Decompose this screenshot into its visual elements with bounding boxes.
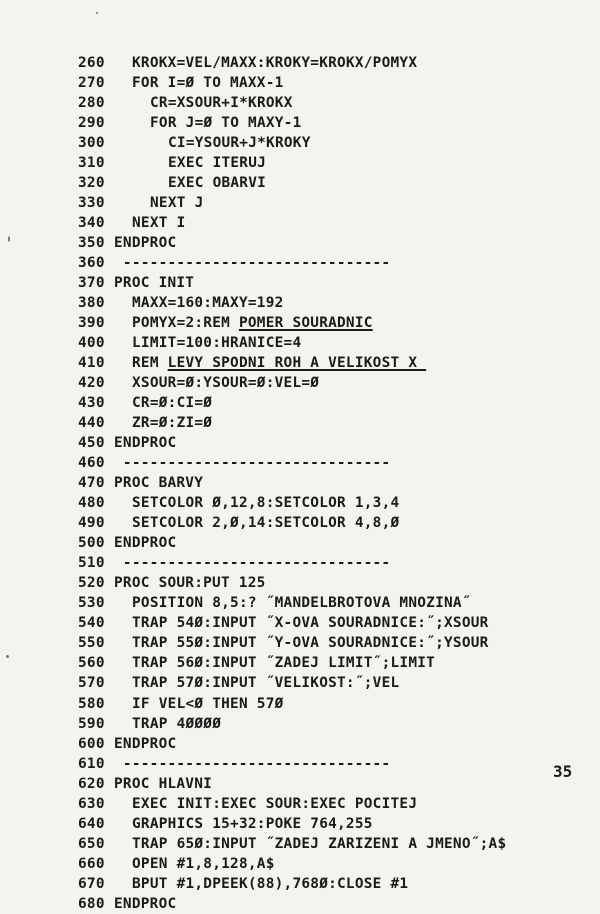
- code-line: [78, 153, 578, 173]
- statement-text: ------------------------------: [114, 255, 391, 272]
- code-text: [114, 275, 194, 291]
- code-line: [78, 794, 578, 814]
- statement-text: OPEN #1,8,128,A$: [132, 855, 275, 872]
- code-line: [78, 633, 578, 653]
- line-number: 400: [78, 335, 105, 352]
- code-line: [78, 834, 578, 854]
- code-text: [168, 175, 266, 191]
- statement-text: REM: [132, 355, 168, 372]
- line-number: 340: [78, 215, 105, 232]
- code-text: [132, 395, 212, 411]
- code-text: [114, 455, 390, 471]
- line-number: 470: [78, 475, 105, 492]
- line-number: 260: [78, 55, 105, 71]
- code-line: [78, 493, 578, 513]
- code-line: [78, 533, 578, 553]
- line-number: 560: [78, 655, 105, 672]
- code-text: [132, 856, 275, 872]
- code-line: [78, 894, 578, 914]
- line-number: 370: [78, 275, 105, 292]
- code-text: [132, 375, 319, 391]
- statement-text: ------------------------------: [114, 555, 391, 572]
- statement-text: ENDPROC: [114, 735, 177, 752]
- code-line: [78, 513, 578, 533]
- line-number: 520: [78, 575, 105, 592]
- remark-underlined: POMER SOURADNIC: [238, 315, 373, 332]
- statement-text: PROC SOUR:PUT 125: [114, 575, 266, 592]
- code-text: [132, 716, 221, 732]
- code-line: [78, 173, 578, 193]
- line-number: 530: [78, 595, 105, 612]
- code-line: [78, 473, 578, 493]
- code-text: [132, 215, 185, 231]
- code-line: [78, 694, 578, 714]
- line-number: 630: [78, 795, 105, 812]
- statement-text: MAXX=160:MAXY=192: [132, 295, 284, 312]
- statement-text: KROKX=VEL/MAXX:KROKY=KROKX/POMYX: [132, 55, 418, 71]
- code-text: [132, 615, 489, 631]
- line-number: 500: [78, 535, 105, 552]
- code-line: [78, 333, 578, 353]
- code-text: [132, 415, 212, 431]
- code-text: [114, 475, 203, 491]
- code-text: [132, 876, 408, 892]
- code-text: [168, 135, 311, 151]
- code-text: [132, 635, 489, 651]
- statement-text: EXEC OBARVI: [168, 175, 267, 192]
- statement-text: TRAP 65Ø:INPUT ˝ZADEJ ZARIZENI A JMENO˝;A$: [132, 835, 507, 852]
- page-number: 35: [553, 762, 573, 781]
- statement-text: POMYX=2:REM: [132, 315, 239, 332]
- statement-text: GRAPHICS 15+32:POKE 764,255: [132, 815, 373, 832]
- code-line: [78, 653, 578, 673]
- code-line: [78, 593, 578, 613]
- code-text: [132, 675, 399, 691]
- line-number: 460: [78, 455, 105, 472]
- statement-text: TRAP 55Ø:INPUT ˝Y-OVA SOURADNICE:˝;YSOUR: [132, 635, 489, 652]
- statement-text: IF VEL<Ø THEN 57Ø: [132, 695, 284, 712]
- line-number: 480: [78, 495, 105, 512]
- code-text: [132, 495, 399, 511]
- scan-speck: [96, 12, 98, 14]
- statement-text: ------------------------------: [114, 755, 391, 772]
- code-text: [132, 55, 417, 71]
- code-line: [78, 553, 578, 573]
- statement-text: ------------------------------: [114, 455, 391, 472]
- code-line: [78, 734, 578, 754]
- code-line: [78, 293, 578, 313]
- statement-text: PROC INIT: [114, 275, 195, 292]
- code-line: [78, 433, 578, 453]
- code-line: [78, 774, 578, 794]
- code-text: [132, 295, 284, 311]
- line-number: 440: [78, 415, 105, 432]
- line-number: 600: [78, 735, 105, 752]
- statement-text: CR=XSOUR+I*KROKX: [150, 95, 293, 112]
- code-line: [78, 373, 578, 393]
- line-number: 320: [78, 175, 105, 192]
- line-number: 300: [78, 135, 105, 152]
- statement-text: TRAP 56Ø:INPUT ˝ZADEJ LIMIT˝;LIMIT: [132, 655, 436, 672]
- code-text: [132, 796, 417, 812]
- code-text: [132, 515, 399, 531]
- code-line: [78, 854, 578, 874]
- scan-speck: [8, 236, 10, 242]
- line-number: 290: [78, 115, 105, 132]
- line-number: 670: [78, 875, 105, 892]
- statement-text: EXEC INIT:EXEC SOUR:EXEC POCITEJ: [132, 795, 418, 812]
- code-text: [114, 555, 390, 571]
- statement-text: ENDPROC: [114, 895, 177, 912]
- code-text: [114, 435, 176, 451]
- statement-text: TRAP 4ØØØØ: [132, 715, 222, 732]
- code-line: [78, 313, 578, 333]
- statement-text: BPUT #1,DPEEK(88),768Ø:CLOSE #1: [132, 875, 409, 892]
- code-line: [78, 93, 578, 113]
- code-line: [78, 393, 578, 413]
- code-text: [150, 95, 293, 111]
- code-text: [132, 816, 373, 832]
- statement-text: EXEC ITERUJ: [168, 155, 267, 172]
- line-number: 490: [78, 515, 105, 532]
- line-number: 310: [78, 155, 105, 172]
- code-text: [114, 535, 176, 551]
- code-text: [114, 575, 266, 591]
- statement-text: TRAP 57Ø:INPUT ˝VELIKOST:˝;VEL: [132, 675, 400, 692]
- line-number: 350: [78, 235, 105, 252]
- statement-text: XSOUR=Ø:YSOUR=Ø:VEL=Ø: [132, 375, 320, 392]
- code-text: [114, 255, 390, 271]
- code-text: [114, 896, 176, 912]
- code-line: [78, 113, 578, 133]
- code-line: [78, 73, 578, 93]
- code-line: [78, 814, 578, 834]
- statement-text: SETCOLOR Ø,12,8:SETCOLOR 1,3,4: [132, 495, 400, 512]
- line-number: 420: [78, 375, 105, 392]
- code-line: [78, 573, 578, 593]
- code-text: [132, 75, 284, 91]
- line-number: 360: [78, 255, 105, 272]
- code-line: [78, 613, 578, 633]
- statement-text: PROC BARVY: [114, 475, 204, 492]
- line-number: 270: [78, 75, 105, 92]
- code-text: [114, 736, 176, 752]
- line-number: 680: [78, 895, 105, 912]
- code-listing: [78, 53, 578, 914]
- code-text: [132, 696, 284, 712]
- code-line: [78, 233, 578, 253]
- statement-text: TRAP 54Ø:INPUT ˝X-OVA SOURADNICE:˝;XSOUR: [132, 615, 489, 632]
- line-number: 620: [78, 775, 105, 792]
- statement-text: ZR=Ø:ZI=Ø: [132, 415, 213, 432]
- statement-text: POSITION 8,5:? ˝MANDELBROTOVA MNOZINA˝: [132, 595, 471, 612]
- line-number: 430: [78, 395, 105, 412]
- code-line: [78, 714, 578, 734]
- code-text: [114, 776, 212, 792]
- code-text: [132, 335, 301, 351]
- statement-text: CR=Ø:CI=Ø: [132, 395, 213, 412]
- line-number: 540: [78, 615, 105, 632]
- line-number: 390: [78, 315, 105, 332]
- statement-text: ENDPROC: [114, 235, 177, 252]
- statement-text: PROC HLAVNI: [114, 775, 213, 792]
- line-number: 550: [78, 635, 105, 652]
- line-number: 410: [78, 355, 105, 372]
- line-number: 570: [78, 675, 105, 692]
- code-line: [78, 253, 578, 273]
- line-number: 450: [78, 435, 105, 452]
- code-text: [132, 315, 373, 331]
- code-line: [78, 874, 578, 894]
- line-number: 380: [78, 295, 105, 312]
- code-line: [78, 413, 578, 433]
- code-line: [78, 53, 578, 73]
- code-text: [150, 115, 302, 131]
- line-number: 280: [78, 95, 105, 112]
- line-number: 610: [78, 755, 105, 772]
- code-line: [78, 453, 578, 473]
- statement-text: NEXT I: [132, 215, 186, 232]
- line-number: 660: [78, 855, 105, 872]
- code-line: [78, 213, 578, 233]
- statement-text: FOR J=Ø TO MAXY-1: [150, 115, 302, 132]
- statement-text: FOR I=Ø TO MAXX-1: [132, 75, 284, 92]
- statement-text: ENDPROC: [114, 435, 177, 452]
- code-text: [114, 756, 390, 772]
- code-text: [132, 836, 506, 852]
- statement-text: CI=YSOUR+J*KROKY: [168, 135, 311, 152]
- code-line: [78, 673, 578, 693]
- line-number: 640: [78, 815, 105, 832]
- code-text: [132, 355, 426, 371]
- code-text: [168, 155, 266, 171]
- code-line: [78, 754, 578, 774]
- line-number: 580: [78, 695, 105, 712]
- statement-text: SETCOLOR 2,Ø,14:SETCOLOR 4,8,Ø: [132, 515, 400, 532]
- line-number: 330: [78, 195, 105, 212]
- code-line: [78, 273, 578, 293]
- code-line: [78, 193, 578, 213]
- code-text: [114, 235, 176, 251]
- statement-text: ENDPROC: [114, 535, 177, 552]
- code-line: [78, 133, 578, 153]
- line-number: 650: [78, 835, 105, 852]
- code-text: [150, 195, 203, 211]
- statement-text: LIMIT=100:HRANICE=4: [132, 335, 302, 352]
- line-number: 590: [78, 715, 105, 732]
- remark-underlined: LEVY SPODNI ROH A VELIKOST X: [167, 355, 427, 372]
- statement-text: NEXT J: [150, 195, 204, 212]
- code-text: [132, 655, 435, 671]
- code-text: [132, 595, 471, 611]
- line-number: 510: [78, 555, 105, 572]
- code-line: [78, 353, 578, 373]
- scan-speck: [6, 655, 9, 658]
